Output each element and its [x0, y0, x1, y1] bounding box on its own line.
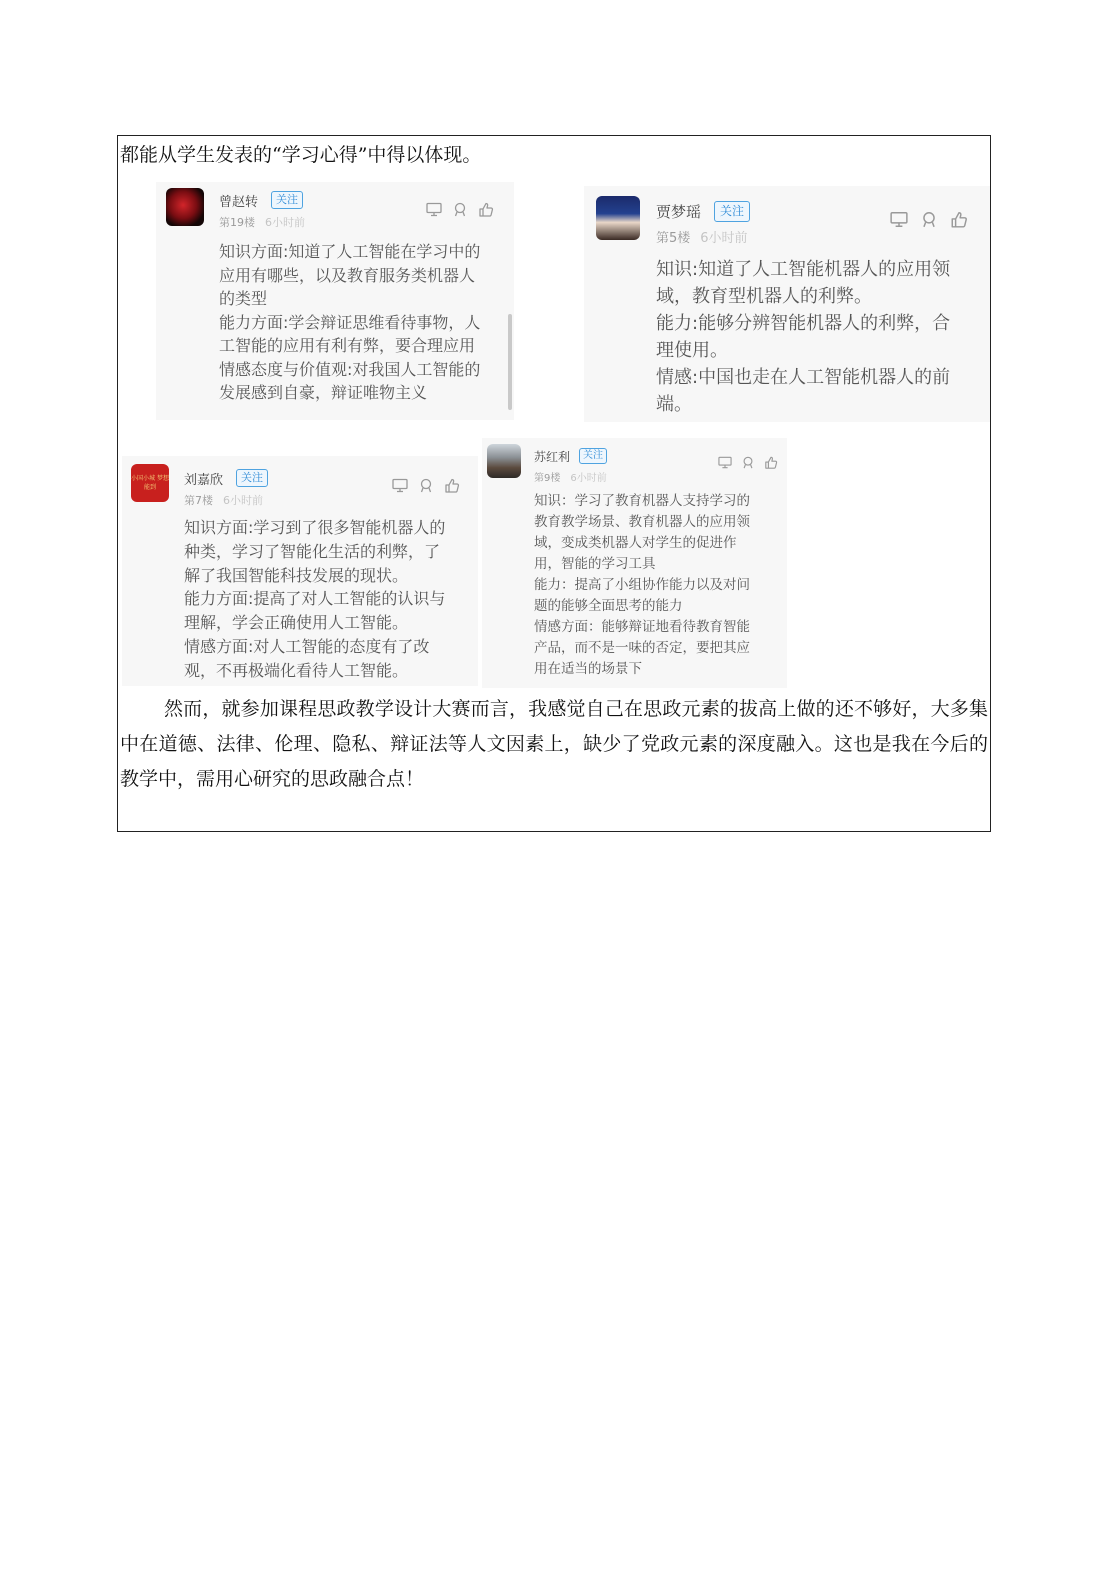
thumbs-up-icon[interactable] [764, 456, 778, 469]
comment-line: 工智能的应用有利有弊，要合理应用 [219, 336, 476, 355]
thumbs-up-icon[interactable] [950, 211, 968, 228]
screen-icon[interactable] [426, 202, 442, 217]
comment-meta [184, 492, 263, 508]
document-table-cell [117, 135, 991, 832]
award-icon[interactable] [418, 478, 434, 493]
reflection-paragraph: 然而，就参加课程思政教学设计大赛而言，我感觉自己在思政元素的拔高上做的还不够好，大多集中在道德、法律、伦理、隐私、辩证法等人文因素上，缺少了党政元素的深度融入。这也是我在今后的教学中，需用心研究的思政融合点！ [120, 698, 988, 790]
comment-line: 教育教学场景、教育机器人的应用领 [534, 514, 750, 530]
comment-actions [392, 478, 460, 493]
thumbs-up-icon[interactable] [444, 478, 460, 493]
comment-line: 能力:能够分辨智能机器人的利弊，合 [656, 313, 951, 334]
comment-actions [890, 211, 968, 228]
comment-text [656, 256, 950, 418]
award-icon[interactable] [741, 456, 755, 469]
avatar [596, 196, 640, 240]
comment-line: 能力：提高了小组协作能力以及对问 [534, 577, 750, 593]
award-icon[interactable] [920, 211, 938, 228]
comment-line: 情感方面：能够辩证地看待教育智能 [534, 619, 750, 635]
commenter-name: 曾赵转 [219, 195, 259, 210]
comment-line: 用，智能的学习工具 [534, 556, 656, 572]
commenter-name: 贾梦瑶 [656, 203, 702, 221]
comment-line: 知识:知道了人工智能机器人的应用领 [656, 259, 951, 280]
comment-meta [219, 214, 305, 230]
comment-text [219, 240, 480, 405]
follow-button[interactable]: 关注 [271, 191, 303, 209]
comment-line: 用在适当的场景下 [534, 661, 642, 677]
comment-text [184, 516, 445, 683]
comment-line: 情感:中国也走在人工智能机器人的前 [656, 367, 951, 388]
screen-icon[interactable] [392, 478, 408, 493]
comment-line: 知识方面:学习到了很多智能机器人的 [184, 518, 446, 537]
screen-icon[interactable] [718, 456, 732, 469]
follow-button[interactable]: 关注 [579, 448, 607, 464]
comment-line: 种类，学习了智能化生活的利弊，了 [184, 541, 441, 561]
comment-line: 产品，而不是一味的否定，要把其应 [534, 640, 750, 656]
comment-line: 理解，学会正确使用人工智能。 [184, 613, 409, 633]
avatar [166, 188, 204, 226]
comment-card-jia [584, 186, 990, 422]
comment-text [534, 491, 750, 680]
thumbs-up-icon[interactable] [478, 202, 494, 217]
comment-line: 知识方面:知道了人工智能在学习中的 [219, 242, 481, 261]
comment-line: 发展感到自豪，辩证唯物主义 [219, 383, 428, 402]
comment-line: 情感方面:对人工智能的态度有了改 [184, 636, 430, 656]
follow-button[interactable]: 关注 [236, 469, 268, 487]
comment-line: 域，教育型机器人的利弊。 [656, 286, 872, 307]
comment-line: 能力方面:学会辩证思维看待事物，人 [219, 312, 481, 332]
comment-card-su [482, 438, 787, 688]
avatar-text: 小国小城 梦想能到 [131, 475, 169, 491]
comment-line: 解了我国智能科技发展的现状。 [184, 565, 409, 585]
comment-line: 观，不再极端化看待人工智能。 [184, 660, 409, 680]
comment-actions [718, 456, 778, 469]
comment-time: 6小时前 [223, 494, 263, 507]
comment-time: 6小时前 [570, 473, 607, 484]
comment-card-zeng [156, 182, 514, 420]
commenter-name: 苏红利 [534, 450, 571, 464]
intro-text: 都能从学生发表的“学习心得”中得以体现。 [120, 144, 482, 166]
floor-number: 第19楼 [219, 216, 255, 229]
comment-time: 6小时前 [700, 231, 748, 246]
comment-line: 知识：学习了教育机器人支持学习的 [534, 493, 750, 509]
award-icon[interactable] [452, 202, 468, 217]
screen-icon[interactable] [890, 211, 908, 228]
comment-actions [426, 202, 494, 217]
comment-line: 题的能够全面思考的能力 [534, 598, 683, 614]
follow-button[interactable]: 关注 [714, 201, 750, 222]
comment-line: 情感态度与价值观:对我国人工智能的 [219, 359, 481, 379]
avatar [131, 464, 169, 502]
scrollbar[interactable] [508, 314, 512, 410]
comment-line: 的类型 [219, 289, 268, 308]
floor-number: 第5楼 [656, 231, 691, 246]
comment-line: 域，变成类机器人对学生的促进作 [534, 535, 737, 551]
avatar [487, 444, 521, 478]
comment-card-liu [122, 456, 478, 686]
comment-line: 能力方面:提高了对人工智能的认识与 [184, 589, 446, 609]
comment-time: 6小时前 [265, 216, 305, 229]
commenter-name: 刘嘉欣 [184, 473, 224, 488]
floor-number: 第9楼 [534, 473, 561, 484]
comment-line: 端。 [656, 394, 692, 415]
floor-number: 第7楼 [184, 494, 213, 507]
comment-line: 理使用。 [656, 340, 728, 361]
comment-line: 应用有哪些，以及教育服务类机器人 [219, 265, 476, 285]
comment-meta [656, 227, 748, 246]
comment-meta [534, 469, 607, 484]
